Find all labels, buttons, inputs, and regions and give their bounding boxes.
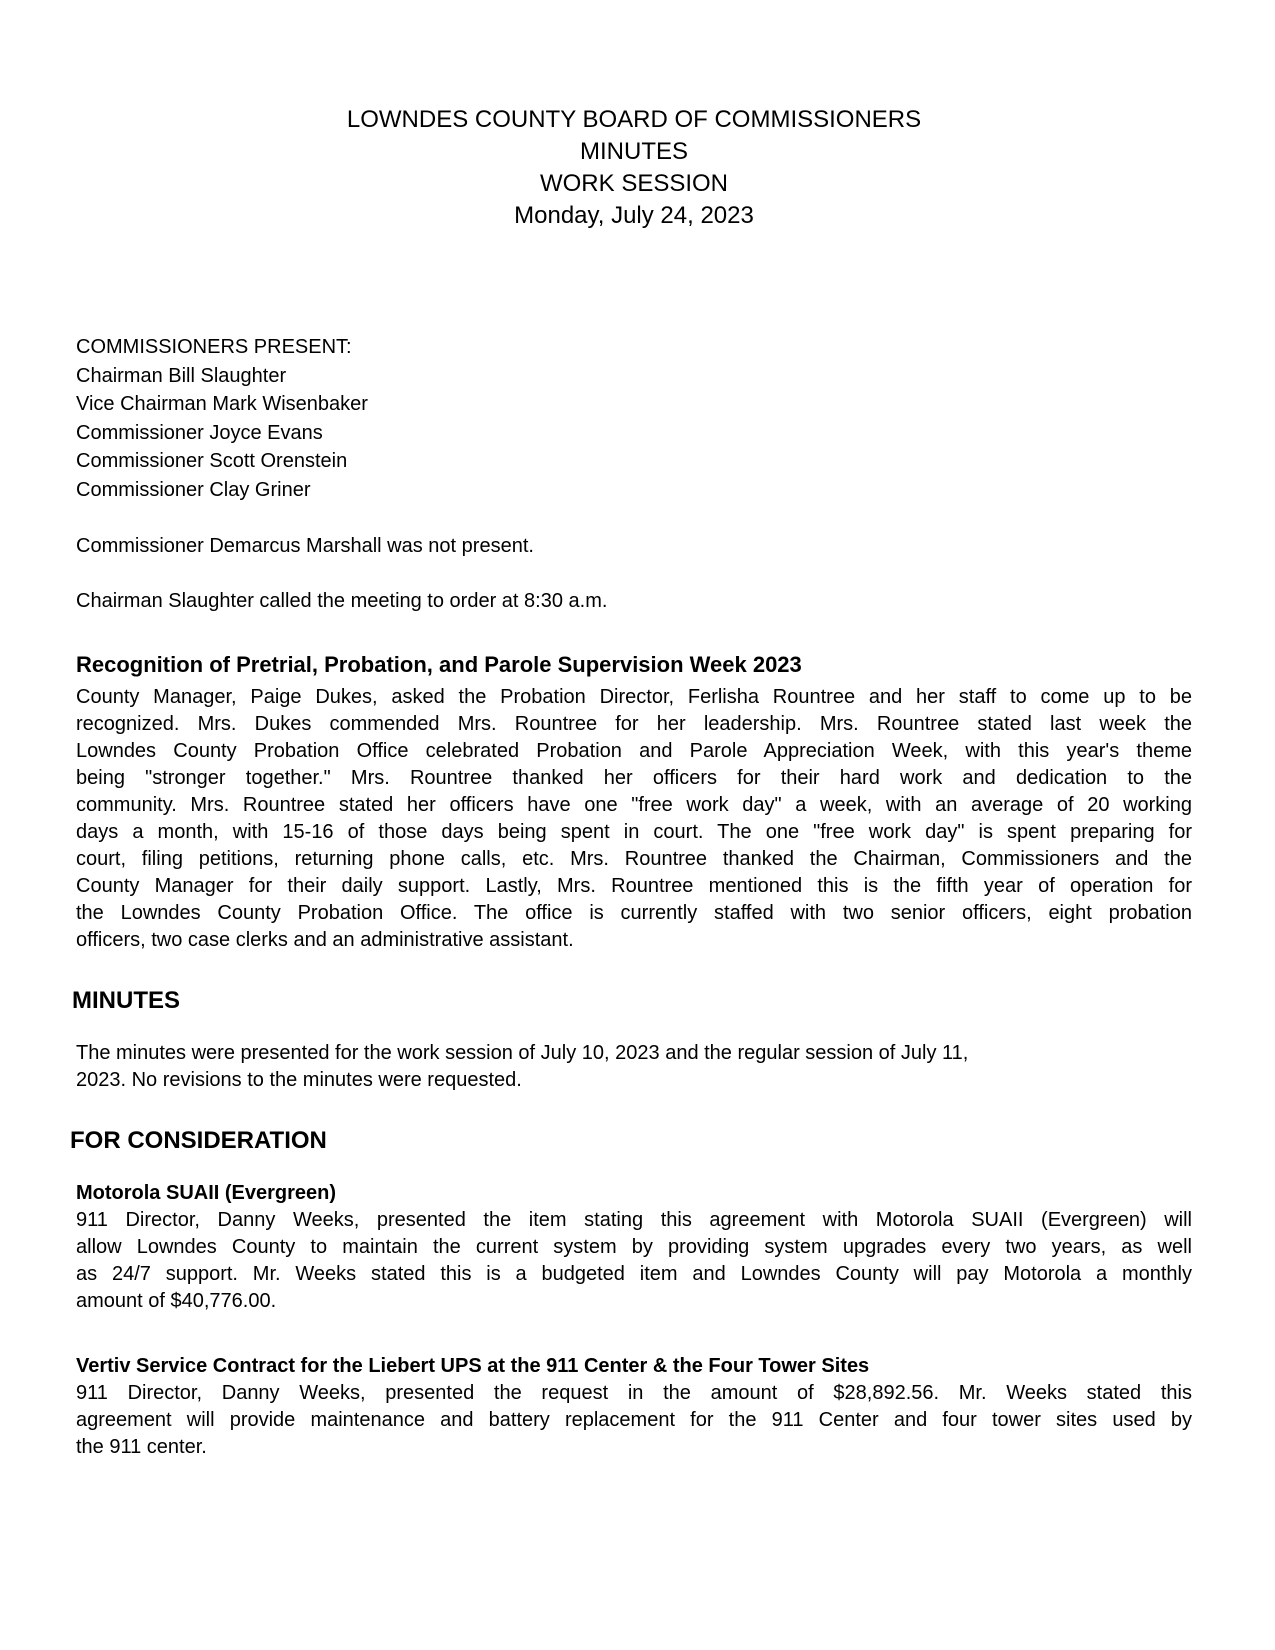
paragraph-line: officers, two case clerks and an administrative assistant. <box>76 929 574 951</box>
doc-type-title: MINUTES <box>580 138 688 165</box>
minutes-paragraph <box>76 1040 1192 1094</box>
paragraph-line: recognized. Mrs. Dukes commended Mrs. Rountree for her leadership. Mrs. Rountree stated last week the <box>76 713 1192 735</box>
commissioners-present-label: COMMISSIONERS PRESENT: <box>76 336 352 358</box>
paragraph-line: 2023. No revisions to the minutes were requested. <box>76 1069 522 1091</box>
recognition-paragraph <box>76 684 1192 954</box>
document-header <box>76 104 1192 232</box>
attendance-section <box>76 333 1192 504</box>
paragraph-line: as 24/7 support. Mr. Weeks stated this is a budgeted item and Lowndes County will pay Motorola a monthly <box>76 1263 1192 1285</box>
paragraph-line: the Lowndes County Probation Office. The office is currently staffed with two senior officers, eight probation <box>76 902 1192 924</box>
paragraph-line: agreement will provide maintenance and battery replacement for the 911 Center and four tower sites used by <box>76 1409 1192 1431</box>
commissioner-name-orenstein: Commissioner Scott Orenstein <box>76 450 348 472</box>
call-to-order-note: Chairman Slaughter called the meeting to order at 8:30 a.m. <box>76 590 608 612</box>
for-consideration-section-heading: FOR CONSIDERATION <box>70 1127 327 1154</box>
paragraph-line: amount of $40,776.00. <box>76 1290 277 1312</box>
commissioner-name-evans: Commissioner Joyce Evans <box>76 421 323 444</box>
org-title: LOWNDES COUNTY BOARD OF COMMISSIONERS <box>346 106 922 133</box>
paragraph-line: community. Mrs. Rountree stated her officers have one "free work day" a week, with an average of 20 working <box>76 794 1192 816</box>
commissioner-name-wisenbaker: Vice Chairman Mark Wisenbaker <box>76 393 368 415</box>
paragraph-line: days a month, with 15-16 of those days being spent in court. The one "free work day" is spent preparing for <box>76 821 1192 843</box>
paragraph-line: The minutes were presented for the work session of July 10, 2023 and the regular session of July 11, <box>76 1042 969 1064</box>
paragraph-line: Lowndes County Probation Office celebrated Probation and Parole Appreciation Week, with this year's theme <box>76 740 1192 762</box>
session-type-title: WORK SESSION <box>539 170 729 197</box>
meeting-date: Monday, July 24, 2023 <box>514 202 754 229</box>
item-title-motorola-suaii: Motorola SUAII (Evergreen) <box>76 1182 337 1204</box>
motorola-item-paragraph <box>76 1207 1192 1315</box>
absent-note: Commissioner Demarcus Marshall was not present. <box>76 535 534 557</box>
paragraph-line: allow Lowndes County to maintain the current system by providing system upgrades every two years, as well <box>76 1236 1192 1258</box>
paragraph-line: 911 Director, Danny Weeks, presented the request in the amount of $28,892.56. Mr. Weeks stated this <box>76 1382 1192 1404</box>
paragraph-line: being "stronger together." Mrs. Rountree thanked her officers for their hard work and dedication to the <box>76 767 1192 789</box>
paragraph-line: 911 Director, Danny Weeks, presented the item stating this agreement with Motorola SUAII (Evergreen) will <box>76 1209 1192 1231</box>
item-title-vertiv-service-contract: Vertiv Service Contract for the Liebert UPS at the 911 Center & the Four Tower Sites <box>76 1355 870 1377</box>
paragraph-line: the 911 center. <box>76 1436 207 1458</box>
vertiv-item-paragraph <box>76 1380 1192 1461</box>
paragraph-line: County Manager, Paige Dukes, asked the Probation Director, Ferlisha Rountree and her staff to come up to be <box>76 686 1192 708</box>
minutes-section-heading: MINUTES <box>72 987 180 1014</box>
paragraph-line: court, filing petitions, returning phone calls, etc. Mrs. Rountree thanked the Chairman, Commissioners and the <box>76 848 1192 870</box>
recognition-section-heading: Recognition of Pretrial, Probation, and Parole Supervision Week 2023 <box>76 652 802 677</box>
commissioner-name-griner: Commissioner Clay Griner <box>76 478 311 501</box>
commissioner-name-slaughter: Chairman Bill Slaughter <box>76 364 287 387</box>
paragraph-line: County Manager for their daily support. Lastly, Mrs. Rountree mentioned this is the fifth year of operation for <box>76 875 1192 897</box>
